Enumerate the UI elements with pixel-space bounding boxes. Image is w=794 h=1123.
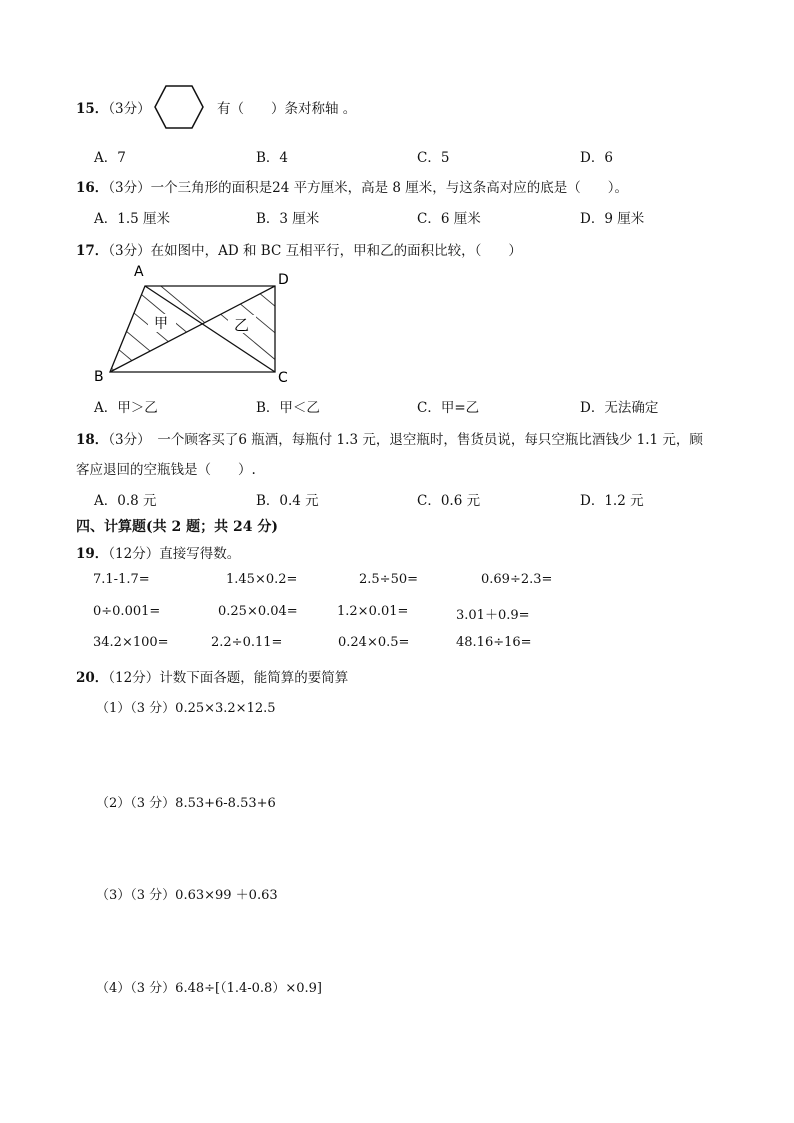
q20-item-3: （3）（3 分）0.63×99 ＋0.63 (96, 888, 278, 903)
label-jia: 甲 (154, 316, 168, 332)
q16-option-b: B．3 厘米 (256, 211, 320, 227)
q19-number: 19． (76, 546, 109, 562)
q15-option-b: B．4 (256, 150, 289, 166)
q17-option-c: C．甲=乙 (417, 400, 480, 416)
q16-option-c: C．6 厘米 (417, 211, 481, 227)
q15-option-a: A．7 (94, 150, 126, 166)
q16-text: 一个三角形的面积是24 平方厘米，高是 8 厘米，与这条高对应的底是（ ）。 (150, 180, 629, 196)
label-d: D (278, 272, 289, 288)
q17-score: （3分） (108, 243, 151, 259)
calc-r2c4: 3.01＋0.9= (456, 608, 530, 623)
q15-line (76, 97, 151, 117)
q17-option-b: B．甲＜乙 (256, 400, 320, 416)
q19-line (76, 542, 240, 562)
calc-r2c2: 0.25×0.04= (218, 604, 298, 619)
calc-r3c1: 34.2×100= (93, 635, 169, 650)
calc-r3c3: 0.24×0.5= (338, 635, 410, 650)
q18-option-b: B．0.4 元 (256, 493, 319, 509)
q16-option-a: A．1.5 厘米 (94, 211, 171, 227)
q15-option-d: D．6 (580, 150, 613, 166)
calc-r3c2: 2.2÷0.11= (211, 635, 283, 650)
calc-r1c3: 2.5÷50= (359, 572, 419, 587)
q18-line1 (76, 428, 703, 448)
label-a: A (134, 264, 144, 280)
q15-score: （3分） (108, 101, 151, 117)
calc-r2c3: 1.2×0.01= (337, 604, 409, 619)
q17-text: 在如图中，AD 和 BC 互相平行，甲和乙的面积比较，（ ） (150, 243, 522, 259)
q19-text: 直接写得数。 (159, 546, 241, 562)
q18-text-line1: 一个顾客买了6 瓶酒，每瓶付 1.3 元，退空瓶时，售货员说，每只空瓶比酒钱少 1.1 元，顾 (143, 432, 703, 448)
q18-text-line2: 客应退回的空瓶钱是（ ）. (76, 462, 256, 478)
q20-item-2: （2）（3 分）8.53+6-8.53+6 (96, 796, 276, 811)
q17-option-d: D．无法确定 (580, 400, 659, 416)
label-b: B (94, 369, 104, 385)
q18-option-c: C．0.6 元 (417, 493, 481, 509)
q16-score: （3分） (108, 180, 151, 196)
q20-item-4: （4）（3 分）6.48÷[（1.4-0.8）×0.9] (96, 981, 322, 996)
q16-number: 16． (76, 180, 109, 196)
trapezoid-figure (90, 262, 300, 386)
q20-number: 20． (76, 670, 109, 686)
q15-option-c: C．5 (417, 150, 450, 166)
q18-number: 18． (76, 432, 109, 448)
q20-score: （12分） (108, 670, 160, 686)
q18-option-d: D．1.2 元 (580, 493, 644, 509)
q20-text: 计数下面各题，能简算的要简算 (159, 670, 349, 686)
label-yi: 乙 (234, 316, 250, 334)
label-c: C (278, 370, 288, 386)
calc-r2c1: 0÷0.001= (93, 604, 161, 619)
hexagon-icon (154, 85, 204, 129)
q18-option-a: A．0.8 元 (94, 493, 157, 509)
q15-number: 15． (76, 101, 109, 117)
q18-score: （3分） (108, 432, 144, 448)
q20-item-1: （1）（3 分）0.25×3.2×12.5 (96, 701, 276, 716)
q19-score: （12分） (108, 546, 160, 562)
q20-line (76, 666, 348, 686)
calc-r3c4: 48.16÷16= (456, 635, 532, 650)
q15-text: 有（ ）条对称轴 。 (217, 101, 357, 117)
q17-option-a: A．甲＞乙 (94, 400, 158, 416)
q16-option-d: D．9 厘米 (580, 211, 645, 227)
calc-r1c4: 0.69÷2.3= (481, 572, 553, 587)
section-title: 四、计算题(共 2 题；共 24 分) (76, 519, 278, 535)
calc-r1c2: 1.45×0.2= (226, 572, 298, 587)
q17-line (76, 239, 522, 259)
q17-number: 17． (76, 243, 109, 259)
q16-line (76, 176, 628, 196)
calc-r1c1: 7.1-1.7= (93, 572, 150, 587)
